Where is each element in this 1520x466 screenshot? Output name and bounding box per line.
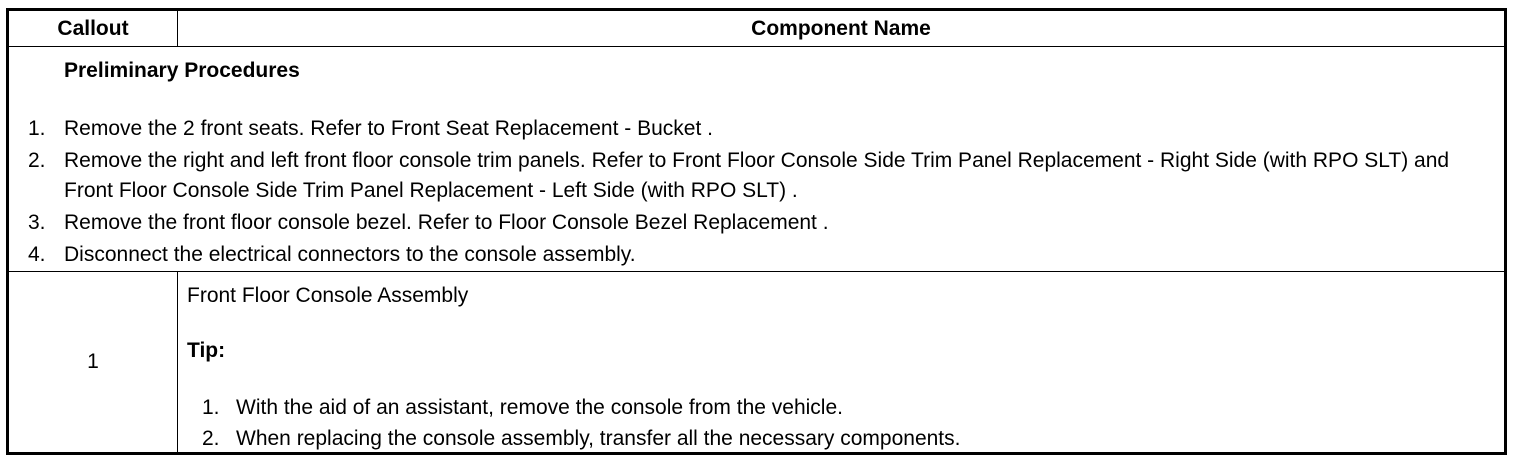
component-cell xyxy=(178,272,1506,454)
tip-text: When replacing the console assembly, transfer all the necessary components. xyxy=(236,427,961,450)
preliminary-title: Preliminary Procedures xyxy=(64,59,300,82)
tip-text: With the aid of an assistant, remove the console from the vehicle. xyxy=(236,396,843,419)
table-row xyxy=(8,272,1506,454)
component-name-header: Component Name xyxy=(178,10,1506,47)
list-item xyxy=(9,114,1492,144)
procedure-table xyxy=(6,8,1507,455)
tip-label: Tip: xyxy=(187,339,226,362)
step-text: Remove the front floor console bezel. Refer to Floor Console Bezel Replacement . xyxy=(64,211,829,234)
tip-number: 1. xyxy=(202,396,220,419)
step-number: 1. xyxy=(28,117,46,140)
tip-number: 2. xyxy=(202,427,220,450)
list-item xyxy=(9,146,1492,206)
tip-steps xyxy=(178,392,960,454)
callout-header: Callout xyxy=(8,10,178,47)
preliminary-row xyxy=(8,47,1506,272)
component-name: Front Floor Console Assembly xyxy=(187,284,469,307)
header-row xyxy=(8,10,1506,47)
step-text: Remove the right and left front floor console trim panels. Refer to Front Floor Console Side Trim Panel Replacement - Right Side (with RPO SLT) and Front Floor Console Side Trim Panel Replacement - Left Side (with RPO SLT) . xyxy=(64,149,1450,202)
preliminary-cell xyxy=(8,47,1506,272)
step-text: Disconnect the electrical connectors to the console assembly. xyxy=(64,243,636,266)
callout-cell: 1 xyxy=(8,272,178,454)
step-text: Remove the 2 front seats. Refer to Front Seat Replacement - Bucket . xyxy=(64,117,713,140)
preliminary-steps xyxy=(9,114,1492,272)
list-item xyxy=(178,423,960,454)
step-number: 4. xyxy=(28,243,46,266)
step-number: 2. xyxy=(28,149,46,172)
list-item xyxy=(9,208,1492,238)
step-number: 3. xyxy=(28,211,46,234)
list-item xyxy=(9,240,1492,270)
list-item xyxy=(178,392,960,423)
